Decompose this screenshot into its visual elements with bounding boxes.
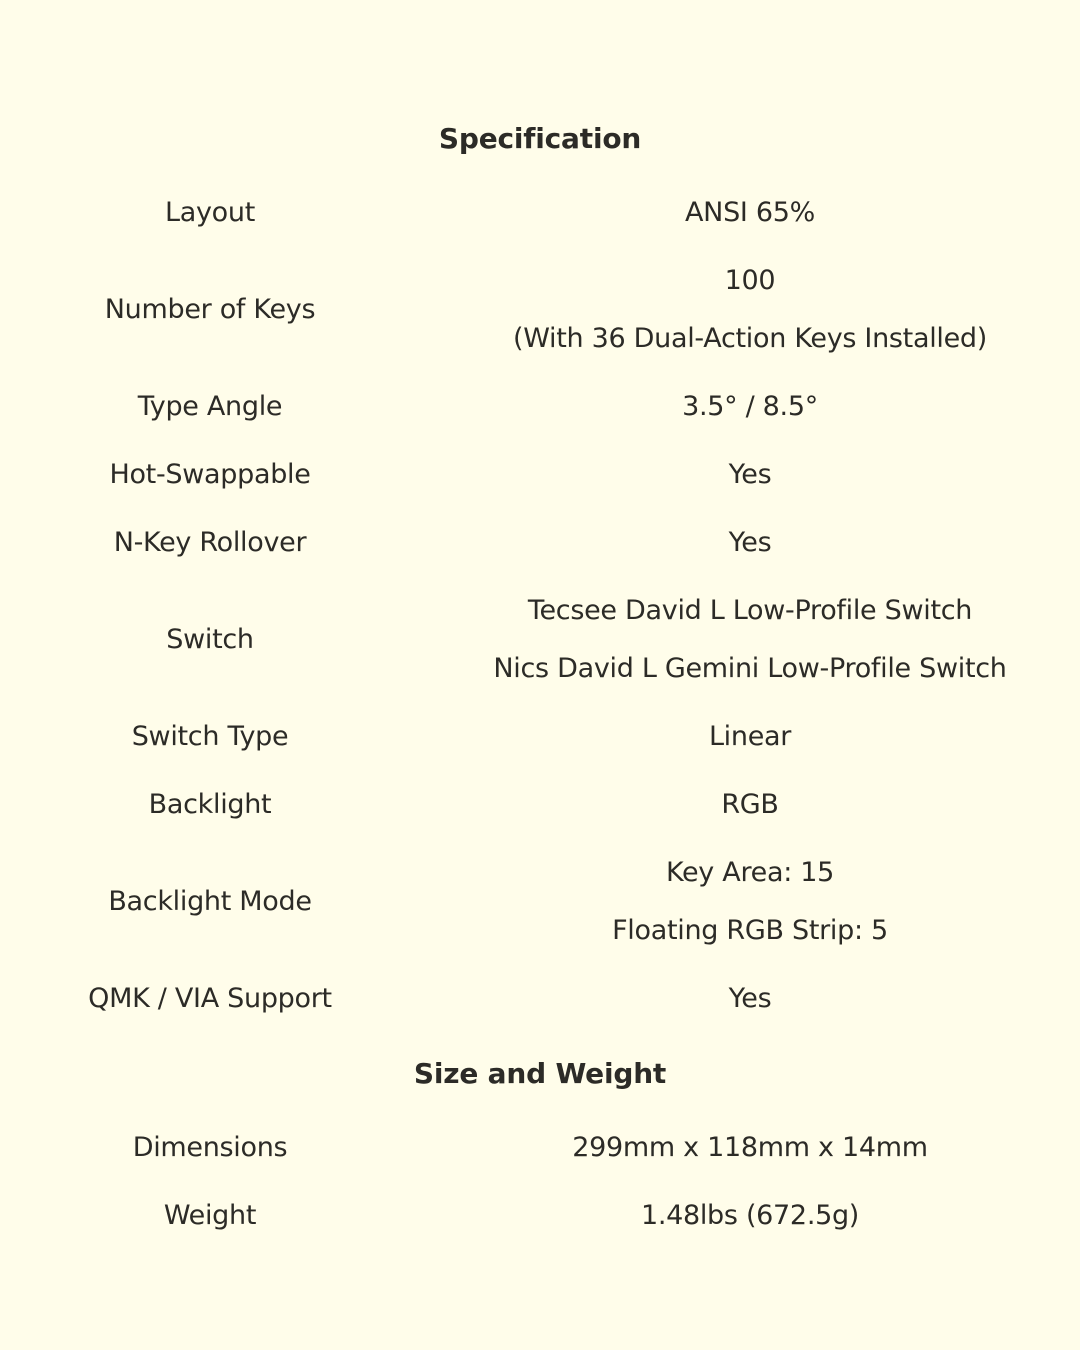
spec-value-line: 1.48lbs (672.5g)	[640, 1200, 860, 1231]
spec-value-line: Linear	[708, 721, 792, 752]
spec-value	[460, 844, 1040, 960]
spec-value	[460, 708, 1040, 766]
spec-value	[460, 252, 1040, 368]
spec-value-line: Key Area: 15	[665, 857, 835, 888]
spec-value-line: Yes	[728, 527, 772, 558]
spec-label: Weight	[163, 1200, 257, 1231]
spec-value	[460, 1119, 1040, 1177]
spec-label: Switch Type	[131, 721, 289, 752]
spec-value-line: ANSI 65%	[685, 197, 815, 228]
spec-value	[460, 582, 1040, 698]
spec-value	[460, 514, 1040, 572]
spec-label: N-Key Rollover	[113, 527, 307, 558]
spec-value	[460, 970, 1040, 1028]
spec-label: Type Angle	[137, 391, 283, 422]
spec-value-line: Floating RGB Strip: 5	[612, 915, 888, 946]
spec-value	[460, 1187, 1040, 1245]
spec-value-line: 100	[724, 265, 776, 296]
specification-heading: Specification	[438, 122, 642, 155]
spec-value-line: Nics David L Gemini Low-Profile Switch	[493, 653, 1007, 684]
spec-label: Number of Keys	[104, 294, 316, 325]
spec-value	[460, 446, 1040, 504]
spec-label: Hot-Swappable	[109, 459, 311, 490]
spec-value	[460, 378, 1040, 436]
spec-value-line: Yes	[728, 459, 772, 490]
spec-value-line: 299mm x 118mm x 14mm	[572, 1132, 928, 1163]
spec-value-line: Yes	[728, 983, 772, 1014]
spec-label: Dimensions	[132, 1132, 288, 1163]
spec-value-line: (With 36 Dual-Action Keys Installed)	[513, 323, 987, 354]
spec-value-line: RGB	[721, 789, 779, 820]
size-weight-heading: Size and Weight	[413, 1057, 667, 1090]
spec-value-line: Tecsee David L Low-Profile Switch	[527, 595, 973, 626]
spec-label: Backlight Mode	[108, 886, 312, 917]
spec-value	[460, 776, 1040, 834]
spec-label: Layout	[165, 197, 255, 228]
spec-value	[460, 184, 1040, 242]
spec-value-line: 3.5° / 8.5°	[682, 391, 818, 422]
spec-label: Switch	[166, 624, 254, 655]
spec-label: Backlight	[148, 789, 272, 820]
spec-label: QMK / VIA Support	[88, 983, 332, 1014]
